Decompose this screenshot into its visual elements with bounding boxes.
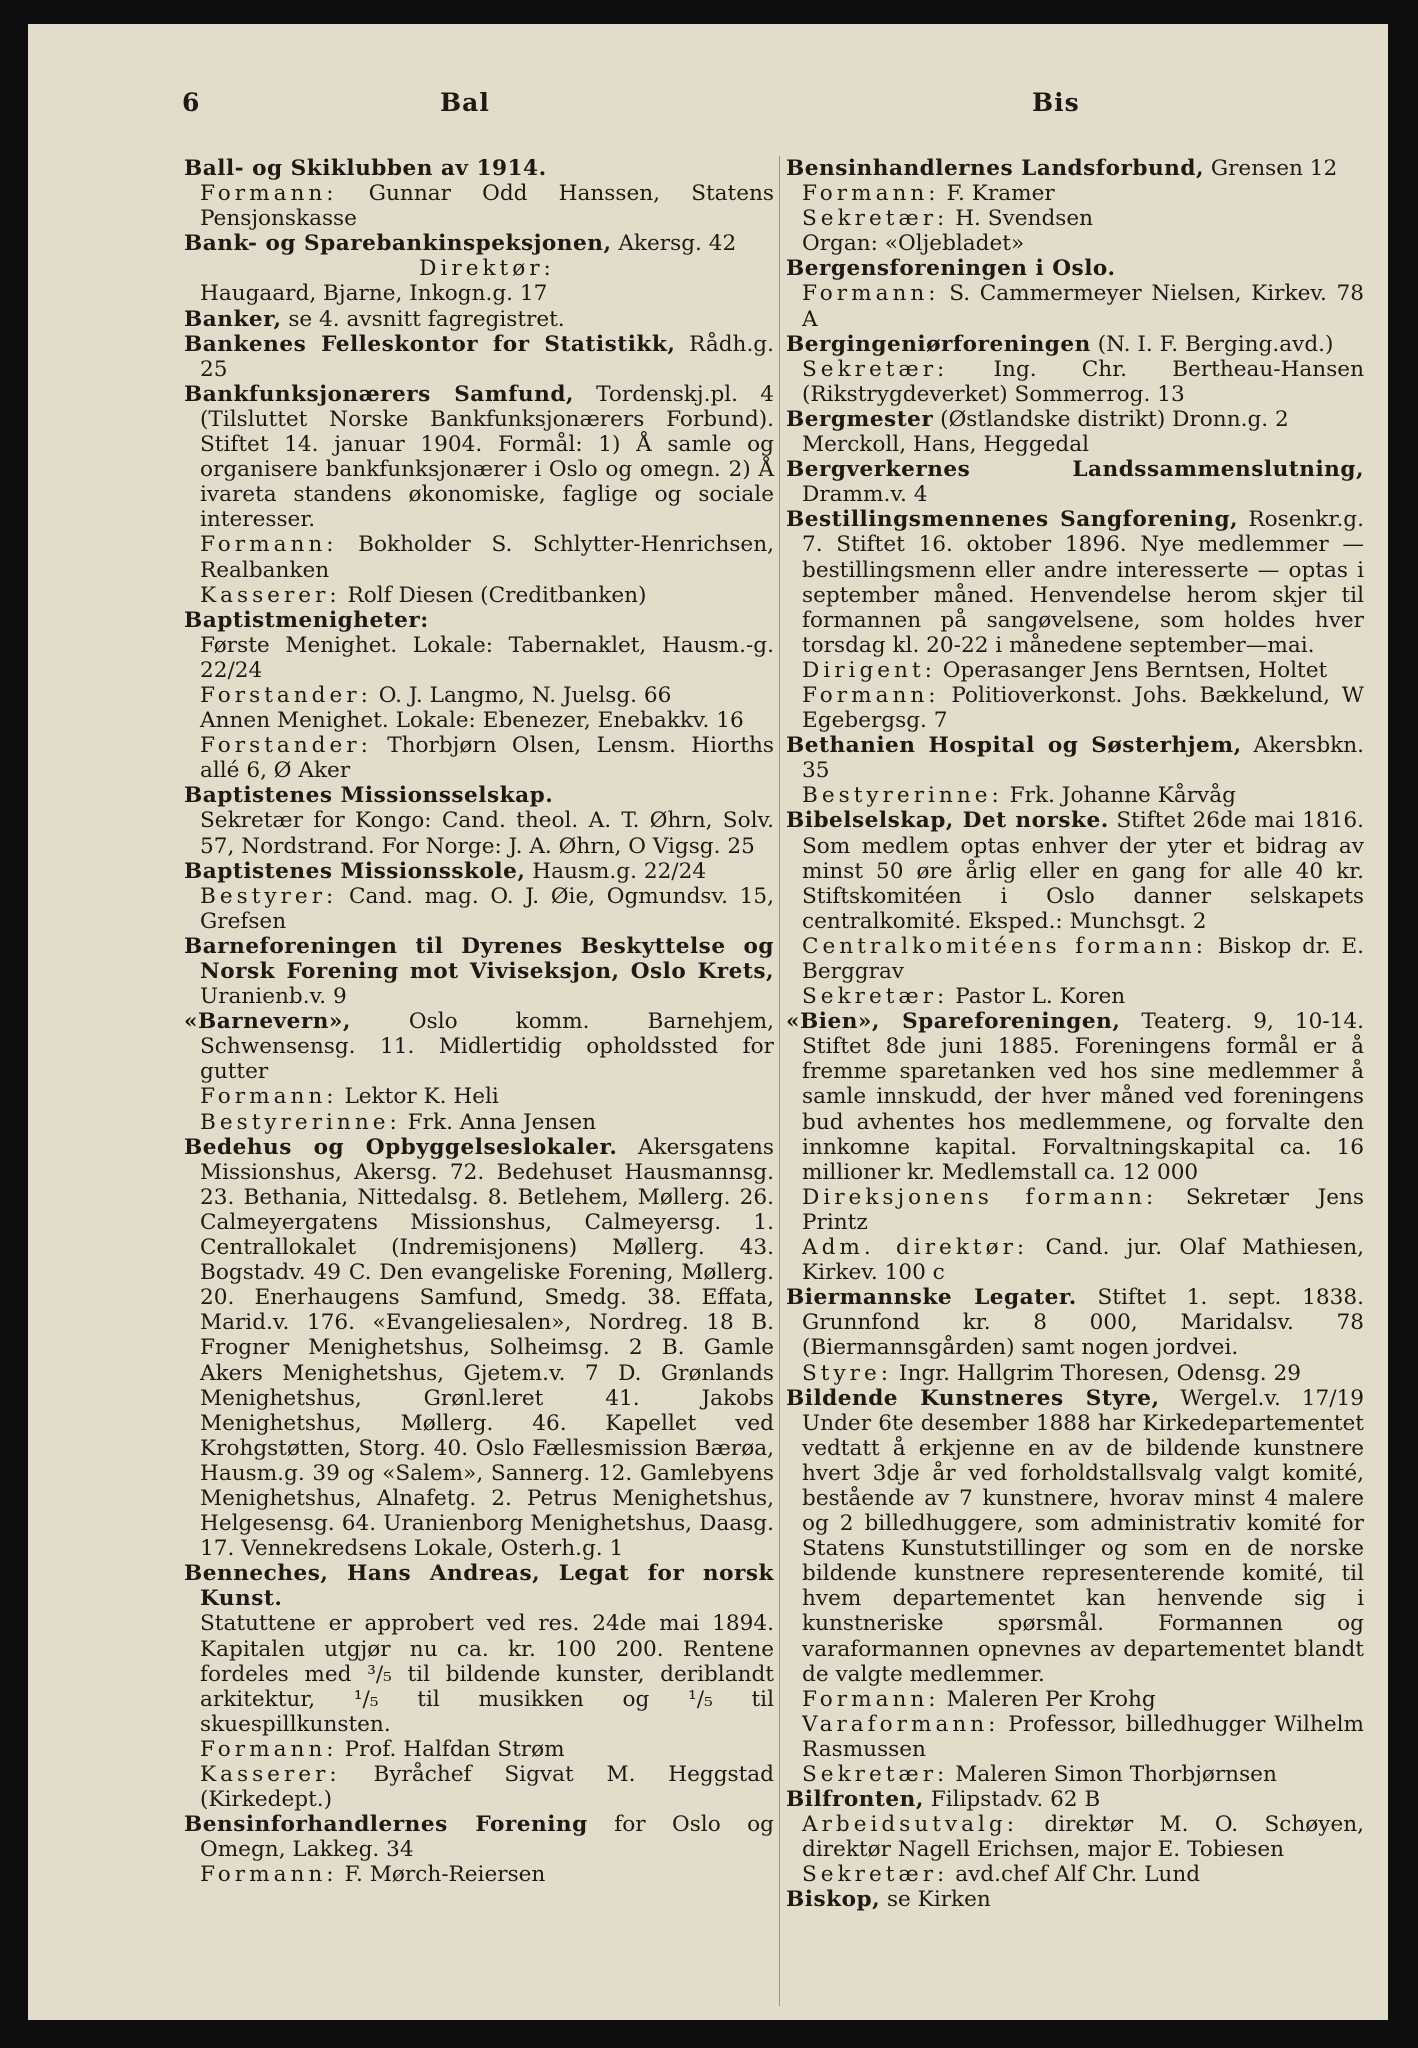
entry-detail [786, 1762, 1364, 1787]
entry-detail [184, 1110, 774, 1135]
role-label: Formann: [802, 1686, 940, 1712]
entry-text: Filipstadv. 62 B [923, 1787, 1101, 1813]
role-label: Centralkomitéens formann: [802, 933, 1208, 959]
entry-detail [184, 633, 774, 683]
entry-text: H. Svendsen [948, 206, 1094, 232]
entry-detail [184, 708, 774, 733]
role-label: Sekretær: [802, 1862, 949, 1888]
entry-heading: Baptistenes Missionsskole, [184, 858, 526, 884]
entry-detail [184, 256, 774, 281]
entry-text: Lektor K. Heli [337, 1084, 499, 1110]
entry-text: (Østlandske distrikt) Dronn.g. 2 [933, 406, 1289, 432]
directory-entry [184, 307, 774, 332]
directory-entry [184, 859, 774, 884]
left-column [184, 156, 774, 1887]
entry-text: Byråchef Sigvat M. Heggstad (Kirkedept.) [200, 1762, 774, 1813]
entry-detail [184, 1762, 774, 1812]
entry-heading: Ball- og Skiklubben av 1914. [184, 156, 547, 181]
role-label: Sekretær: [802, 1762, 949, 1787]
role-label: Sekretær: [802, 984, 949, 1010]
entry-detail [184, 181, 774, 231]
entry-heading: Barneforeningen til Dyrenes Beskyttelse og Norsk Forening mot Viviseksjon, Oslo Krets, [184, 933, 774, 984]
role-label: Formann: [200, 181, 338, 207]
entry-text: se Kirken [880, 1887, 991, 1913]
entry-text: Frk. Johanne Kårvåg [1002, 783, 1236, 809]
entry-detail [786, 1812, 1364, 1862]
role-label: Sekretær: [802, 206, 949, 232]
entry-heading: «Bien», Spareforeningen, [786, 1009, 1121, 1035]
entry-text: Tordenskj.pl. 4 (Tilsluttet Norske Bankfunksjonærers Forbund). Stiftet 14. januar 1904. Formål: 1) Å samle og organisere bankfunksjonærer i Oslo og omegn. 2) Å ivareta standens økonomiske, faglige og sociale interesser. [200, 381, 774, 533]
entry-detail [786, 1235, 1364, 1285]
entry-detail [786, 1862, 1364, 1887]
entry-heading: Bibelselskap, Det norske. [786, 808, 1109, 834]
directory-entry [786, 1386, 1364, 1687]
entry-text: Maleren Simon Thorbjørnsen [948, 1762, 1277, 1787]
entry-text: Hausm.g. 22/24 [525, 858, 707, 884]
entry-heading: Baptistmenigheter: [184, 607, 429, 633]
role-label: Varaformann: [802, 1711, 1000, 1737]
entry-detail [786, 181, 1364, 206]
entry-text: Akersbkn. 35 [802, 733, 1364, 784]
page-header [28, 24, 1388, 144]
entry-detail [184, 808, 774, 858]
entry-heading: Bilfronten, [786, 1787, 924, 1813]
entry-text: Stiftet 1. sept. 1838. Grunnfond kr. 8 000, Maridalsv. 78 (Biermannsgården) samt nogen jordvei. [802, 1285, 1364, 1361]
entry-detail [184, 1737, 774, 1762]
role-label: Formann: [200, 1736, 338, 1762]
entry-text: Sekretær for Kongo: Cand. theol. A. T. Øhrn, Solv. 57, Nordstrand. For Norge: J. A. Øhrn, O Vigsg. 25 [200, 808, 774, 859]
entry-detail [786, 281, 1364, 331]
entry-text: Cand. jur. Olaf Mathiesen, Kirkev. 100 c [802, 1235, 1364, 1286]
entry-detail [786, 984, 1364, 1009]
entry-text: se 4. avsnitt fagregistret. [281, 306, 565, 332]
directory-entry [786, 256, 1364, 281]
directory-page [28, 24, 1388, 2020]
entry-detail [184, 733, 774, 783]
entry-heading: Bestillingsmennenes Sangforening, [786, 507, 1239, 533]
entry-detail [786, 783, 1364, 808]
role-label: Kasserer: [200, 1762, 341, 1787]
entry-detail [184, 1862, 774, 1887]
directory-entry [184, 783, 774, 808]
entry-text: Ingr. Hallgrim Thoresen, Odensg. 29 [892, 1360, 1301, 1386]
entry-text: Bokholder S. Schlytter-Henrichsen, Realbanken [200, 532, 774, 583]
running-head-left: Bal [440, 88, 490, 117]
entry-heading: Bergingeniørforeningen [786, 331, 1091, 357]
entry-detail [786, 934, 1364, 984]
role-label: Formann: [200, 1084, 338, 1110]
entry-text: Statuttene er approbert ved res. 24de mai 1894. Kapitalen utgjør nu ca. kr. 100 200. Rentene fordeles med ³/₅ til bildende kunster, deriblandt arkitektur, ¹/₅ til musikken og ¹/₅ til skuespillkunsten. [200, 1611, 774, 1737]
entry-text: avd.chef Alf Chr. Lund [948, 1862, 1201, 1888]
entry-detail [786, 206, 1364, 231]
entry-detail [786, 231, 1364, 256]
entry-text: (N. I. F. Berging.avd.) [1090, 331, 1334, 357]
role-label: Formann: [802, 281, 940, 307]
entry-heading: Bank- og Sparebankinspeksjonen, [184, 231, 612, 257]
entry-text: Akersg. 42 [611, 231, 737, 257]
role-label: Sekretær: [802, 356, 949, 382]
role-label: Direktør: [419, 256, 555, 282]
directory-entry [786, 507, 1364, 658]
entry-heading: Biskop, [786, 1887, 881, 1913]
role-label: Forstander: [200, 733, 372, 759]
role-label: Forstander: [200, 682, 372, 708]
entry-heading: Bergmester [786, 406, 934, 432]
entry-heading: Biermannske Legater. [786, 1285, 1077, 1311]
entry-detail [786, 1712, 1364, 1762]
entry-text: Rolf Diesen (Creditbanken) [340, 582, 647, 608]
directory-entry [184, 231, 774, 256]
entry-text: Uranienb.v. 9 [200, 984, 347, 1010]
entry-detail [184, 583, 774, 608]
entry-text: Rådh.g. 25 [200, 331, 774, 382]
entry-detail [786, 357, 1364, 407]
entry-text: Biskop dr. E. Berggrav [802, 933, 1364, 984]
directory-entry [786, 1887, 1364, 1912]
entry-heading: Bedehus og Opbyggelseslokaler. [184, 1134, 618, 1160]
directory-entry [184, 382, 774, 533]
entry-detail [184, 281, 774, 306]
entry-detail [184, 532, 774, 582]
role-label: Arbeidsutvalg: [802, 1812, 1018, 1838]
role-label: Formann: [200, 532, 338, 558]
entry-text: Rosenkr.g. 7. Stiftet 16. oktober 1896. Nye medlemmer — bestillingsmenn eller andre interesserte — optas i september måned. Henvendelse herom skjer til formannen på sangøvelsene, som holdes hver torsdag kl. 20-22 i månedene september—mai. [802, 507, 1364, 658]
right-column [786, 156, 1364, 1913]
entry-text: Maleren Per Krohg [939, 1686, 1156, 1712]
entry-text: O. J. Langmo, N. Juelsg. 66 [371, 682, 672, 708]
directory-entry [184, 332, 774, 382]
entry-text: Operasanger Jens Berntsen, Holtet [935, 657, 1328, 683]
entry-heading: Bildende Kunstneres Styre, [786, 1385, 1160, 1411]
entry-detail [184, 884, 774, 934]
entry-detail [786, 658, 1364, 683]
directory-entry [786, 156, 1364, 181]
entry-text: Grensen 12 [1204, 156, 1338, 181]
entry-heading: Baptistenes Missionsselskap. [184, 783, 554, 809]
role-label: Formann: [802, 682, 940, 708]
directory-entry [184, 1135, 774, 1562]
entry-text: F. Mørch-Reiersen [337, 1862, 546, 1888]
entry-text: Oslo komm. Barnehjem, Schwensensg. 11. Midlertidig opholdssted for gutter [200, 1009, 774, 1085]
directory-entry [786, 808, 1364, 933]
entry-text: Gunnar Odd Hanssen, Statens Pensjonskasse [200, 181, 774, 232]
directory-entry [184, 1812, 774, 1862]
entry-detail [786, 1185, 1364, 1235]
entry-detail [184, 683, 774, 708]
entry-text: Merckoll, Hans, Heggedal [802, 432, 1089, 458]
running-head-right: Bis [1032, 88, 1080, 117]
entry-heading: Bankenes Felleskontor for Statistikk, [184, 331, 676, 357]
entry-text: Cand. mag. O. J. Øie, Ogmundsv. 15, Grefsen [200, 883, 774, 934]
directory-entry [786, 1285, 1364, 1360]
directory-entry [786, 1787, 1364, 1812]
role-label: Formann: [200, 1862, 338, 1888]
entry-text: Første Menighet. Lokale: Tabernaklet, Hausm.-g. 22/24 [200, 632, 774, 683]
entry-text: Organ: «Oljebladet» [802, 231, 1025, 257]
entry-text: Prof. Halfdan Strøm [337, 1736, 565, 1762]
entry-text: F. Kramer [939, 181, 1055, 207]
entry-text: Dramm.v. 4 [802, 482, 928, 508]
entry-text: Stiftet 26de mai 1816. Som medlem optas enhver der yter et bidrag av minst 50 øre årlig eller en gang for alle 40 kr. Stiftskomitéen i Oslo danner selskapets centralkomité. Eksped.: Munchsgt. 2 [802, 808, 1364, 934]
entry-text: Politioverkonst. Johs. Bækkelund, W Egebergsg. 7 [802, 682, 1364, 734]
role-label: Formann: [802, 181, 940, 207]
role-label: Styre: [802, 1360, 893, 1386]
role-label: Bestyrerinne: [802, 783, 1003, 809]
role-label: Dirigent: [802, 657, 936, 683]
entry-heading: Bergverkernes Landssammenslutning, [786, 457, 1364, 483]
role-label: Adm. direktør: [802, 1235, 1029, 1261]
entry-text: Frk. Anna Jensen [400, 1109, 597, 1135]
page-number: 6 [182, 88, 200, 117]
entry-text: Teaterg. 9, 10-14. Stiftet 8de juni 1885. Foreningens formål er å fremme sparetanken ved hos sine medlemmer å samle innskudd, der hver måned ved foreningens bud avhentes hos medlemmene, og forvalte den innkomne kapital. Forvaltningskapital ca. 16 millioner kr. Medlemstall ca. 12 000 [802, 1009, 1365, 1185]
role-label: Bestyrerinne: [200, 1109, 401, 1135]
entry-heading: Bensinhandlernes Landsforbund, [786, 156, 1204, 181]
directory-entry [184, 156, 774, 181]
directory-entry [786, 332, 1364, 357]
directory-entry [184, 1561, 774, 1611]
entry-text: Haugaard, Bjarne, Inkogn.g. 17 [200, 281, 548, 307]
directory-entry [786, 1009, 1364, 1185]
entry-text: Professor, billedhugger Wilhelm Rasmussen [802, 1711, 1364, 1762]
entry-detail [184, 1611, 774, 1736]
entry-heading: Benneches, Hans Andreas, Legat for norsk Kunst. [184, 1561, 774, 1612]
entry-text: Thorbjørn Olsen, Lensm. Hiorths allé 6, Ø Aker [200, 733, 774, 784]
role-label: Kasserer: [200, 582, 341, 608]
entry-heading: Bergensforeningen i Oslo. [786, 256, 1116, 282]
entry-detail [786, 432, 1364, 457]
entry-detail [786, 683, 1364, 733]
entry-text: Sekretær Jens Printz [802, 1184, 1364, 1235]
role-label: Direksjonens formann: [802, 1184, 1158, 1210]
entry-text: direktør M. O. Schøyen, direktør Nagell Erichsen, major E. Tobiesen [802, 1812, 1364, 1863]
directory-entry [184, 934, 774, 1009]
entry-text: Annen Menighet. Lokale: Ebenezer, Enebakkv. 16 [200, 708, 744, 734]
directory-entry [786, 407, 1364, 432]
directory-entry [184, 608, 774, 633]
entry-text: for Oslo og Omegn, Lakkeg. 34 [200, 1812, 774, 1863]
entry-text: Pastor L. Koren [948, 984, 1126, 1010]
entry-heading: «Barnevern», [184, 1009, 351, 1035]
entry-text: Wergel.v. 17/19 Under 6te desember 1888 har Kirkedepartementet vedtatt å erkjenne en av de bildende kunstnere hvert 3dje år ved forholdstallsvalg valgt komité, bestående av 7 kunstnere, hvorav minst 4 malere og 2 billedhuggere, som administrativ komité for Statens Kunstutstillinger og som en de norske bildende kunstnere representerende komité, til hvem departementet kan henvende sig i kunstneriske spørsmål. Formannen og varaformannen opnevnes av departementet blandt de valgte medlemmer. [802, 1385, 1364, 1687]
entry-text: Akersgatens Missionshus, Akersg. 72. Bedehuset Hausmannsg. 23. Bethania, Nittedalsg. 8. Betlehem, Møllerg. 26. Calmeyergatens Missionshus, Calmeyersg. 1. Centrallokalet (Indremisjonens) Møllerg. 43. Bogstadv. 49 C. Den evangeliske Forening, Møllerg. 20. Enerhaugens Samfund, Smedg. 38. Effata, Marid.v. 176. «Evangeliesalen», Nordreg. 18 B. Frogner Menighetshus, Solheimsg. 2 B. Gamle Akers Menighetshus, Gjetem.v. 7 D. Grønlands Menighetshus, Grønl.leret 41. Jakobs Menighetshus, Møllerg. 46. Kapellet ved Krohgstøtten, Storg. 40. Oslo Fællesmission Bærøa, Hausm.g. 39 og «Salem», Sannerg. 12. Gamlebyens Menighetshus, Alnafetg. 2. Petrus Menighetshus, Helgesensg. 64. Uranienborg Menighetshus, Daasg. 17. Vennekredsens Lokale, Osterh.g. 1 [200, 1134, 774, 1562]
directory-entry [786, 733, 1364, 783]
entry-heading: Bankfunksjonærers Samfund, [184, 381, 574, 407]
entry-text: S. Cammermeyer Nielsen, Kirkev. 78 A [802, 281, 1364, 332]
entry-detail [786, 1687, 1364, 1712]
entry-heading: Bensinforhandlernes Forening [184, 1812, 588, 1838]
entry-detail [786, 1361, 1364, 1386]
role-label: Bestyrer: [200, 883, 338, 909]
directory-entry [184, 1009, 774, 1084]
entry-heading: Banker, [184, 306, 282, 332]
entry-text: Ing. Chr. Bertheau-Hansen (Rikstrygdeverket) Sommerrog. 13 [802, 356, 1364, 407]
entry-heading: Bethanien Hospital og Søsterhjem, [786, 733, 1242, 759]
column-divider [779, 156, 780, 2006]
entry-detail [184, 1084, 774, 1109]
directory-entry [786, 457, 1364, 507]
